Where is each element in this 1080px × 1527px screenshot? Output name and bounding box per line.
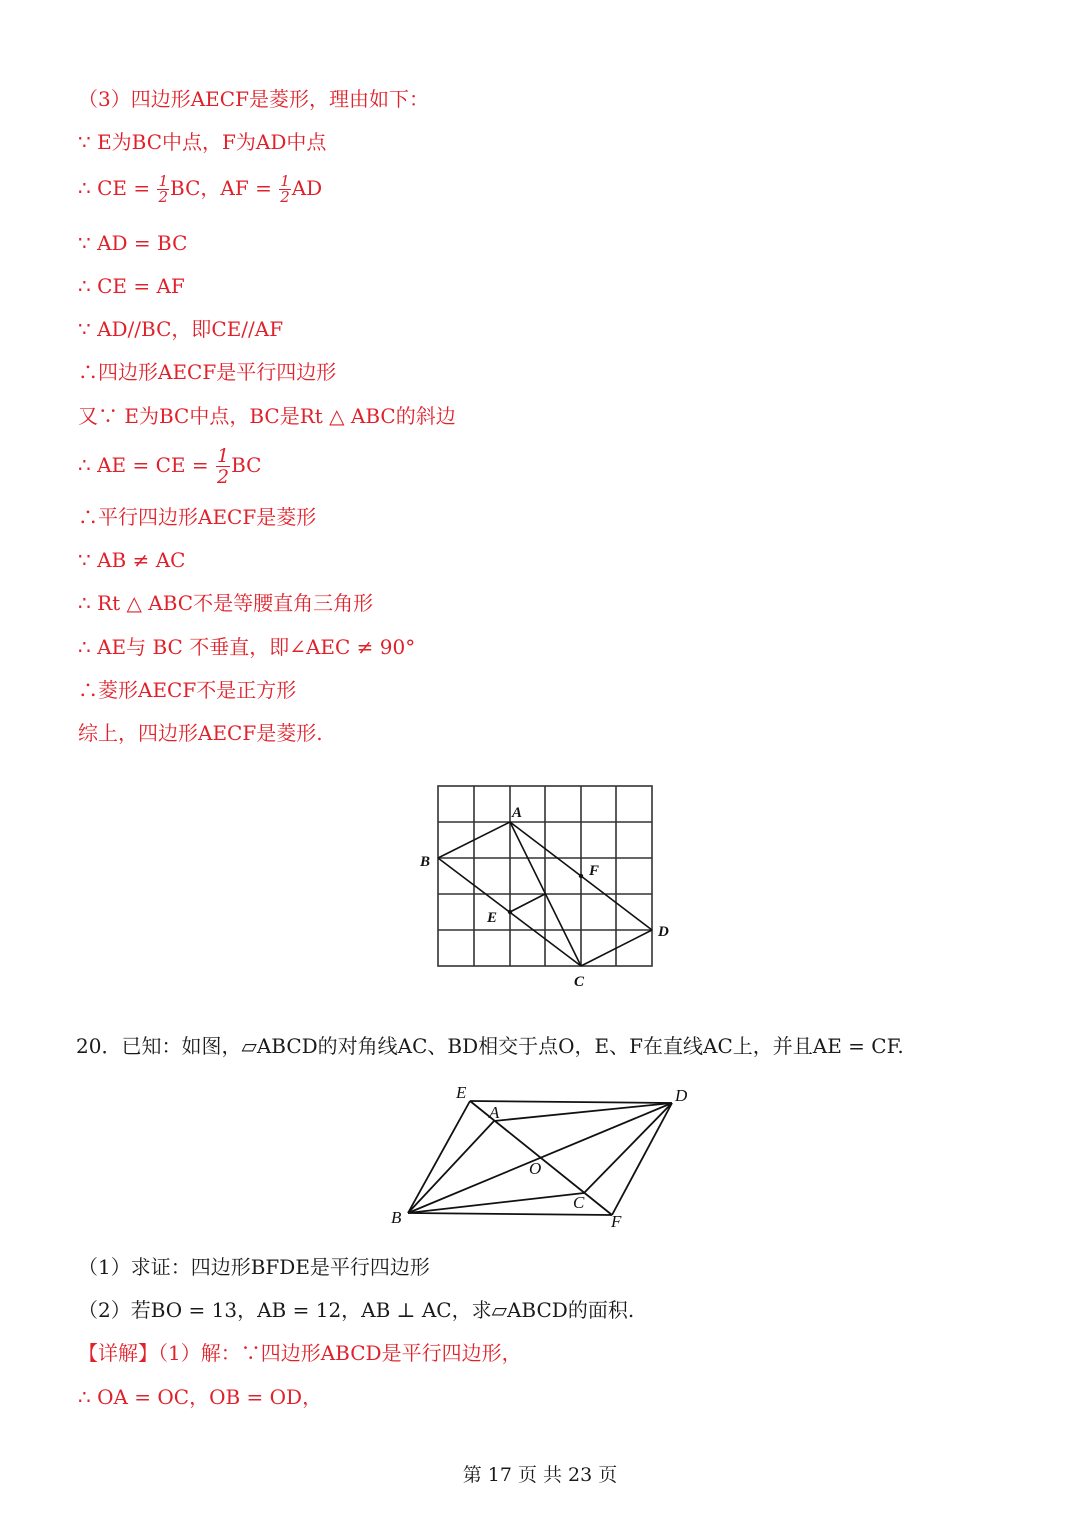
detail-line-2: ∴ OA = OC，OB = OD， — [78, 1385, 323, 1409]
fraction-denominator: 2 — [216, 466, 230, 488]
solution-line-3-b: BC，AF = — [170, 176, 279, 200]
label-d: D — [675, 1086, 688, 1105]
grid-figure-labels — [419, 805, 669, 990]
solution-line-4: ∵ AD = BC — [78, 231, 188, 255]
solution-line-7: ∴四边形AECF是平行四边形 — [78, 360, 337, 384]
solution-line-6: ∵ AD//BC，即CE//AF — [78, 317, 284, 341]
label-f: F — [611, 1212, 622, 1230]
solution-line-9-b: BC — [231, 453, 262, 477]
detail-line — [78, 1340, 522, 1366]
solution-line-2: ∵ E为BC中点，F为AD中点 — [78, 130, 327, 154]
solution-line-3-a: ∴ CE = — [78, 176, 157, 200]
solution-line-3 — [78, 174, 322, 205]
solution-line-3-c: AD — [291, 176, 323, 200]
fraction-numerator: 1 — [280, 172, 290, 190]
label-b: B — [420, 854, 431, 870]
solution-line-8: 又∵ E为BC中点，BC是Rt △ ABC的斜边 — [78, 404, 456, 428]
solution-line-10: ∴平行四边形AECF是菱形 — [78, 505, 317, 529]
problem-20-statement: 20．已知：如图，▱ABCD的对角线AC、BD相交于点O，E、F在直线AC上，并且AE = CF. — [76, 1034, 904, 1058]
solution-line-13: ∴ AE与 BC 不垂直，即∠AEC ≠ 90° — [78, 635, 416, 659]
label-o: O — [529, 1159, 542, 1178]
solution-line-11: ∵ AB ≠ AC — [78, 548, 186, 572]
solution-line-12: ∴ Rt △ ABC不是等腰直角三角形 — [78, 591, 374, 615]
label-e: E — [487, 910, 498, 926]
label-c: C — [573, 1193, 585, 1212]
fraction-denominator: 2 — [280, 188, 290, 206]
label-c: C — [574, 974, 585, 990]
solution-line-9-a: ∴ AE = CE = — [78, 453, 215, 477]
label-d: D — [658, 924, 669, 940]
fraction-half-1 — [157, 174, 169, 205]
fraction-denominator: 2 — [158, 188, 169, 206]
detail-text: （1）解：∵四边形ABCD是平行四边形， — [158, 1341, 522, 1365]
fraction-half-3 — [216, 446, 230, 487]
problem-20-question-2: （2）若BO = 13，AB = 12，AB ⊥ AC，求▱ABCD的面积. — [78, 1298, 635, 1322]
solution-line-15: 综上，四边形AECF是菱形. — [78, 721, 323, 745]
label-a: A — [489, 1103, 500, 1122]
solution-line-9 — [78, 446, 261, 487]
problem-20-question-1: （1）求证：四边形BFDE是平行四边形 — [78, 1255, 430, 1279]
grid-figure — [410, 775, 680, 990]
fraction-half-2 — [279, 174, 291, 205]
fraction-numerator: 1 — [158, 172, 169, 190]
solution-line-1: （3）四边形AECF是菱形，理由如下： — [78, 87, 429, 111]
solution-line-5: ∴ CE = AF — [78, 274, 185, 298]
label-a: A — [512, 805, 523, 821]
label-b: B — [391, 1208, 402, 1227]
solution-line-14: ∴菱形AECF不是正方形 — [78, 678, 297, 702]
fraction-numerator: 1 — [216, 445, 230, 467]
detail-tag: 【详解】 — [78, 1341, 158, 1365]
parallelogram-figure — [385, 1080, 695, 1230]
label-e: E — [456, 1083, 467, 1102]
page-footer: 第 17 页 共 23 页 — [462, 1464, 618, 1486]
label-f: F — [589, 863, 600, 879]
parallelogram-lines — [408, 1101, 672, 1215]
